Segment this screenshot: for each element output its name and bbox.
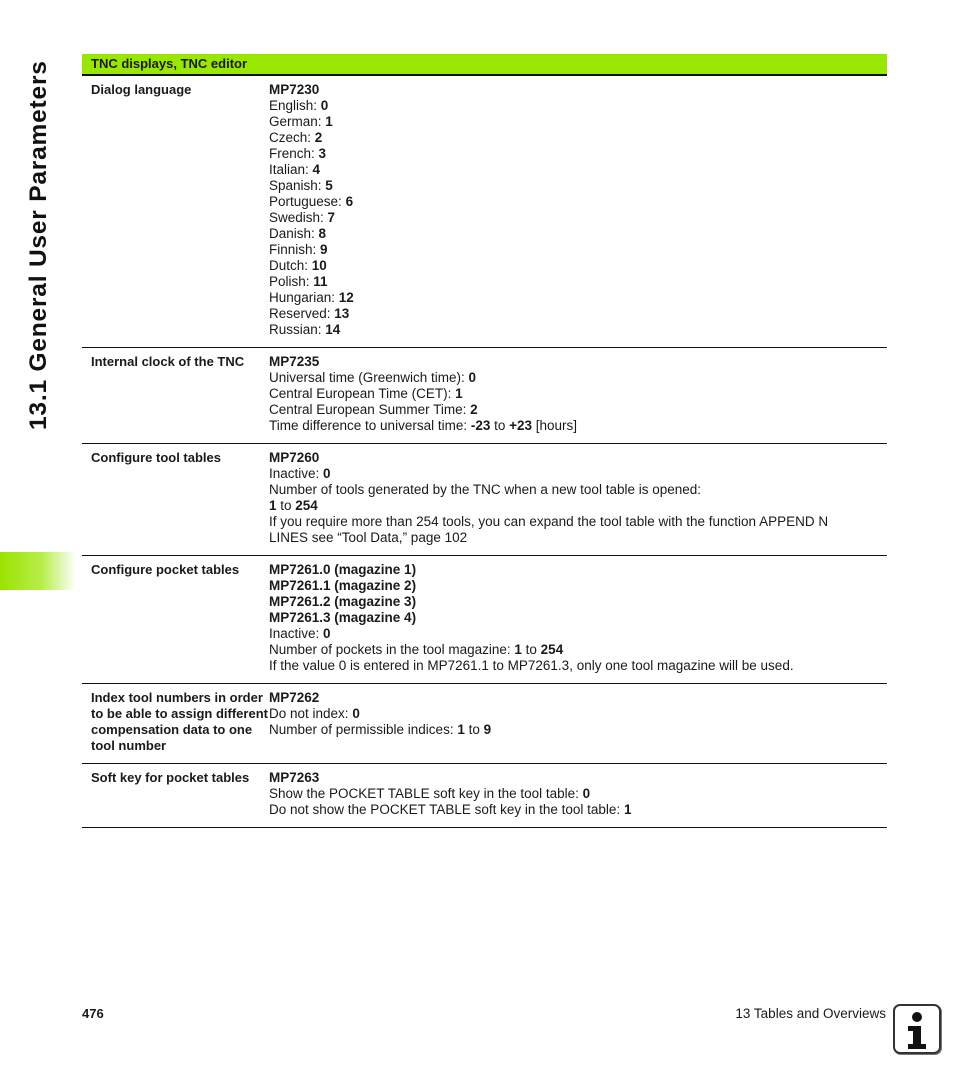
description-line <box>269 562 877 578</box>
value-text: 4 <box>312 162 321 177</box>
table-row <box>82 764 887 828</box>
description-text: Finnish: <box>269 242 321 257</box>
info-icon-glyph <box>895 1006 939 1052</box>
value-text: 254 <box>295 498 318 513</box>
table-row <box>82 348 887 444</box>
table-header: TNC displays, TNC editor <box>82 54 887 76</box>
description-text: Universal time (Greenwich time): <box>269 370 469 385</box>
value-text: 13 <box>334 306 350 321</box>
description-text: to <box>464 722 484 737</box>
description-line <box>269 354 877 370</box>
description-text: Spanish: <box>269 178 326 193</box>
description-line <box>269 706 877 722</box>
chapter-tab-marker <box>0 552 76 590</box>
value-text: +23 <box>509 418 533 433</box>
value-text: 1 <box>269 498 277 513</box>
description-line <box>269 242 877 258</box>
value-text: 9 <box>483 722 492 737</box>
description-line <box>269 450 877 466</box>
row-description <box>269 82 887 338</box>
value-text: MP7261.1 (magazine 2) <box>269 578 417 593</box>
row-description <box>269 562 887 674</box>
description-line <box>269 226 877 242</box>
description-line <box>269 402 877 418</box>
description-text: Central European Summer Time: <box>269 402 471 417</box>
value-text: 5 <box>325 178 333 193</box>
value-text: MP7263 <box>269 770 320 785</box>
side-chapter-title <box>22 50 52 430</box>
description-line <box>269 130 877 146</box>
description-line <box>269 114 877 130</box>
value-text: 11 <box>313 274 328 289</box>
value-text: MP7261.2 (magazine 3) <box>269 594 417 609</box>
side-chapter-title-text: 13.1 General User Parameters <box>25 60 52 430</box>
description-text: Danish: <box>269 226 319 241</box>
value-text: MP7235 <box>269 354 320 369</box>
description-line <box>269 498 877 514</box>
description-text: Russian: <box>269 322 326 337</box>
description-text: Italian: <box>269 162 313 177</box>
value-text: 0 <box>468 370 477 385</box>
description-text: Central European Time (CET): <box>269 386 456 401</box>
value-text: 1 <box>623 802 632 817</box>
row-label: Configure pocket tables <box>91 562 240 577</box>
description-line <box>269 786 877 802</box>
description-text: Inactive: <box>269 626 324 641</box>
description-line <box>269 802 877 818</box>
description-line <box>269 642 877 658</box>
value-text: 1 <box>514 642 522 657</box>
description-text: Reserved: <box>269 306 335 321</box>
description-text: Number of pockets in the tool magazine: <box>269 642 515 657</box>
row-label: Dialog language <box>91 82 192 97</box>
description-text: LINES see “Tool Data,” page 102 <box>269 530 468 545</box>
description-text: Time difference to universal time: <box>269 418 471 433</box>
value-text: MP7262 <box>269 690 320 705</box>
table-row <box>82 556 887 684</box>
row-description <box>269 770 887 818</box>
description-text: French: <box>269 146 319 161</box>
table-row <box>82 76 887 348</box>
description-text: to <box>490 418 510 433</box>
page-number: 476 <box>82 1006 104 1021</box>
value-text: MP7260 <box>269 450 320 465</box>
description-line <box>269 322 877 338</box>
description-line <box>269 82 877 98</box>
description-text: Hungarian: <box>269 290 339 305</box>
description-line <box>269 770 877 786</box>
value-text: 7 <box>327 210 336 225</box>
value-text: 10 <box>311 258 327 273</box>
description-text: Do not show the POCKET TABLE soft key in the tool table: <box>269 802 624 817</box>
value-text: 9 <box>320 242 328 257</box>
description-text: Number of tools generated by the TNC when a new tool table is opened: <box>269 482 702 497</box>
description-text: Portuguese: <box>269 194 346 209</box>
description-text: to <box>521 642 541 657</box>
value-text: 2 <box>470 402 478 417</box>
table-rows <box>82 76 887 828</box>
description-text: Show the POCKET TABLE soft key in the tool table: <box>269 786 583 801</box>
description-text: [hours] <box>532 418 578 433</box>
description-line <box>269 530 877 546</box>
description-text: to <box>276 498 296 513</box>
row-description <box>269 690 887 754</box>
row-label: Configure tool tables <box>91 450 221 465</box>
description-line <box>269 162 877 178</box>
description-line <box>269 290 877 306</box>
value-text: 14 <box>325 322 341 337</box>
description-line <box>269 626 877 642</box>
value-text: 8 <box>318 226 327 241</box>
description-line <box>269 514 877 530</box>
value-text: 1 <box>455 386 463 401</box>
table-row <box>82 684 887 764</box>
description-text: Inactive: <box>269 466 324 481</box>
row-description <box>269 354 887 434</box>
parameter-table <box>82 54 887 828</box>
value-text: -23 <box>470 418 491 433</box>
description-line <box>269 194 877 210</box>
description-text: Dutch: <box>269 258 312 273</box>
description-text: Swedish: <box>269 210 328 225</box>
chapter-name: 13 Tables and Overviews <box>735 1006 886 1021</box>
value-text: 3 <box>318 146 327 161</box>
description-line <box>269 610 877 626</box>
description-line <box>269 722 877 738</box>
value-text: 12 <box>338 290 354 305</box>
value-text: 0 <box>323 626 331 641</box>
description-line <box>269 658 877 674</box>
value-text: 2 <box>314 130 323 145</box>
description-line <box>269 386 877 402</box>
row-label: Internal clock of the TNC <box>91 354 245 369</box>
value-text: 0 <box>352 706 360 721</box>
value-text: 6 <box>345 194 354 209</box>
description-line <box>269 690 877 706</box>
value-text: 0 <box>582 786 591 801</box>
description-text: Czech: <box>269 130 315 145</box>
description-line <box>269 210 877 226</box>
description-text: English: <box>269 98 321 113</box>
description-line <box>269 274 877 290</box>
description-line <box>269 258 877 274</box>
description-line <box>269 306 877 322</box>
row-description <box>269 450 887 546</box>
value-text: 1 <box>457 722 465 737</box>
value-text: 0 <box>323 466 331 481</box>
description-text: Number of permissible indices: <box>269 722 458 737</box>
table-row <box>82 444 887 556</box>
description-text: German: <box>269 114 326 129</box>
description-line <box>269 178 877 194</box>
description-text: Polish: <box>269 274 314 289</box>
description-line <box>269 418 877 434</box>
description-line <box>269 578 877 594</box>
description-text: Do not index: <box>269 706 353 721</box>
description-line <box>269 146 877 162</box>
row-label: Soft key for pocket tables <box>91 770 250 785</box>
description-line <box>269 98 877 114</box>
description-text: If the value 0 is entered in MP7261.1 to MP7261.3, only one tool magazine will be used. <box>269 658 794 673</box>
description-line <box>269 466 877 482</box>
row-label: Index tool numbers in order to be able to assign different compensation data to one tool number <box>91 690 268 753</box>
value-text: 254 <box>540 642 564 657</box>
description-line <box>269 370 877 386</box>
value-text: 0 <box>320 98 329 113</box>
value-text: MP7230 <box>269 82 320 97</box>
description-text: If you require more than 254 tools, you can expand the tool table with the function APPEND N <box>269 514 829 529</box>
value-text: MP7261.3 (magazine 4) <box>269 610 417 625</box>
value-text: MP7261.0 (magazine 1) <box>269 562 417 577</box>
info-icon <box>893 1004 941 1054</box>
description-line <box>269 482 877 498</box>
description-line <box>269 594 877 610</box>
value-text: 1 <box>325 114 333 129</box>
